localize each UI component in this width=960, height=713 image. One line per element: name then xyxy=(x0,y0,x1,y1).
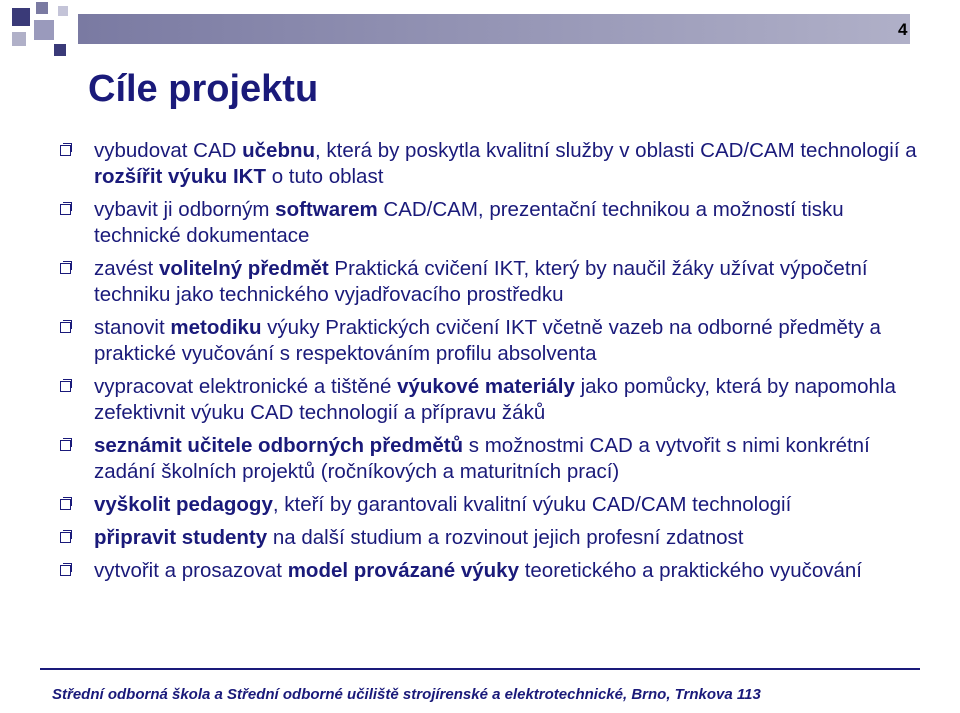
deco-square xyxy=(54,44,66,56)
bullet-item xyxy=(60,315,920,367)
bullet-square-icon xyxy=(60,322,71,333)
bullet-item xyxy=(60,197,920,249)
slide-title: Cíle projektu xyxy=(88,68,319,110)
deco-square xyxy=(34,20,54,40)
bullet-square-icon xyxy=(60,532,71,543)
header-bar xyxy=(78,14,910,44)
bullet-item xyxy=(60,525,920,551)
bullet-text: , která by poskytla kvalitní služby v oblasti CAD/CAM technologií a xyxy=(315,139,917,162)
deco-square xyxy=(58,6,68,16)
deco-square xyxy=(12,32,26,46)
bullet-text: stanovit xyxy=(94,316,171,339)
bullet-square-icon xyxy=(60,499,71,510)
bullet-text: vytvořit a prosazovat xyxy=(94,559,288,582)
bullet-emphasis: výukové materiály xyxy=(397,375,575,398)
bullet-text: výuky Praktických cvičení IKT včetně vazeb na odborné předměty a praktické vyučování s respektováním profilu absolventa xyxy=(94,316,881,365)
bullet-square-icon xyxy=(60,381,71,392)
deco-square xyxy=(36,2,48,14)
bullet-emphasis: učebnu xyxy=(242,139,316,162)
footer-text: Střední odborná škola a Střední odborné učiliště strojírenské a elektrotechnické, Brno, Trnkova 113 xyxy=(52,686,761,703)
bullet-item xyxy=(60,256,920,308)
bullet-text: Praktická cvičení IKT, který by naučil žáky užívat výpočetní techniku jako technického vyjadřovacího prostředku xyxy=(94,257,868,306)
bullet-text: vybudovat CAD xyxy=(94,139,243,162)
bullet-emphasis: seznámit učitele odborných předmětů xyxy=(94,434,464,457)
bullet-text: vybavit ji odborným xyxy=(94,198,276,221)
bullet-item xyxy=(60,433,920,485)
footer-divider xyxy=(40,668,920,670)
bullet-emphasis: softwarem xyxy=(275,198,378,221)
bullet-text: , kteří by garantovali kvalitní výuku CAD/CAM technologií xyxy=(272,493,792,516)
bullet-text: o tuto oblast xyxy=(266,165,384,188)
page-number: 4 xyxy=(898,20,908,39)
bullet-list xyxy=(60,138,920,591)
bullet-square-icon xyxy=(60,145,71,156)
bullet-item xyxy=(60,492,920,518)
bullet-text: vypracovat elektronické a tištěné xyxy=(94,375,398,398)
bullet-text: teoretického a praktického vyučování xyxy=(519,559,862,582)
bullet-emphasis: volitelný předmět xyxy=(158,257,329,280)
bullet-emphasis: metodiku xyxy=(170,316,262,339)
bullet-square-icon xyxy=(60,204,71,215)
bullet-text: jako pomůcky, která by napomohla zefektivnit výuku CAD technologií a přípravu žáků xyxy=(94,375,896,424)
bullet-item xyxy=(60,558,920,584)
bullet-emphasis: rozšířit výuku IKT xyxy=(94,165,267,188)
bullet-square-icon xyxy=(60,263,71,274)
bullet-item xyxy=(60,374,920,426)
bullet-text: zavést xyxy=(94,257,159,280)
bullet-text: CAD/CAM, prezentační technikou a možností tisku technické dokumentace xyxy=(94,198,844,247)
bullet-text: na další studium a rozvinout jejich profesní zdatnost xyxy=(267,526,744,549)
bullet-square-icon xyxy=(60,440,71,451)
bullet-emphasis: vyškolit pedagogy xyxy=(94,493,273,516)
deco-square xyxy=(12,8,30,26)
bullet-item xyxy=(60,138,920,190)
bullet-text: s možnostmi CAD a vytvořit s nimi konkrétní zadání školních projektů (ročníkových a maturitních prací) xyxy=(94,434,870,483)
bullet-emphasis: model provázané výuky xyxy=(287,559,519,582)
bullet-emphasis: připravit studenty xyxy=(94,526,268,549)
bullet-square-icon xyxy=(60,565,71,576)
